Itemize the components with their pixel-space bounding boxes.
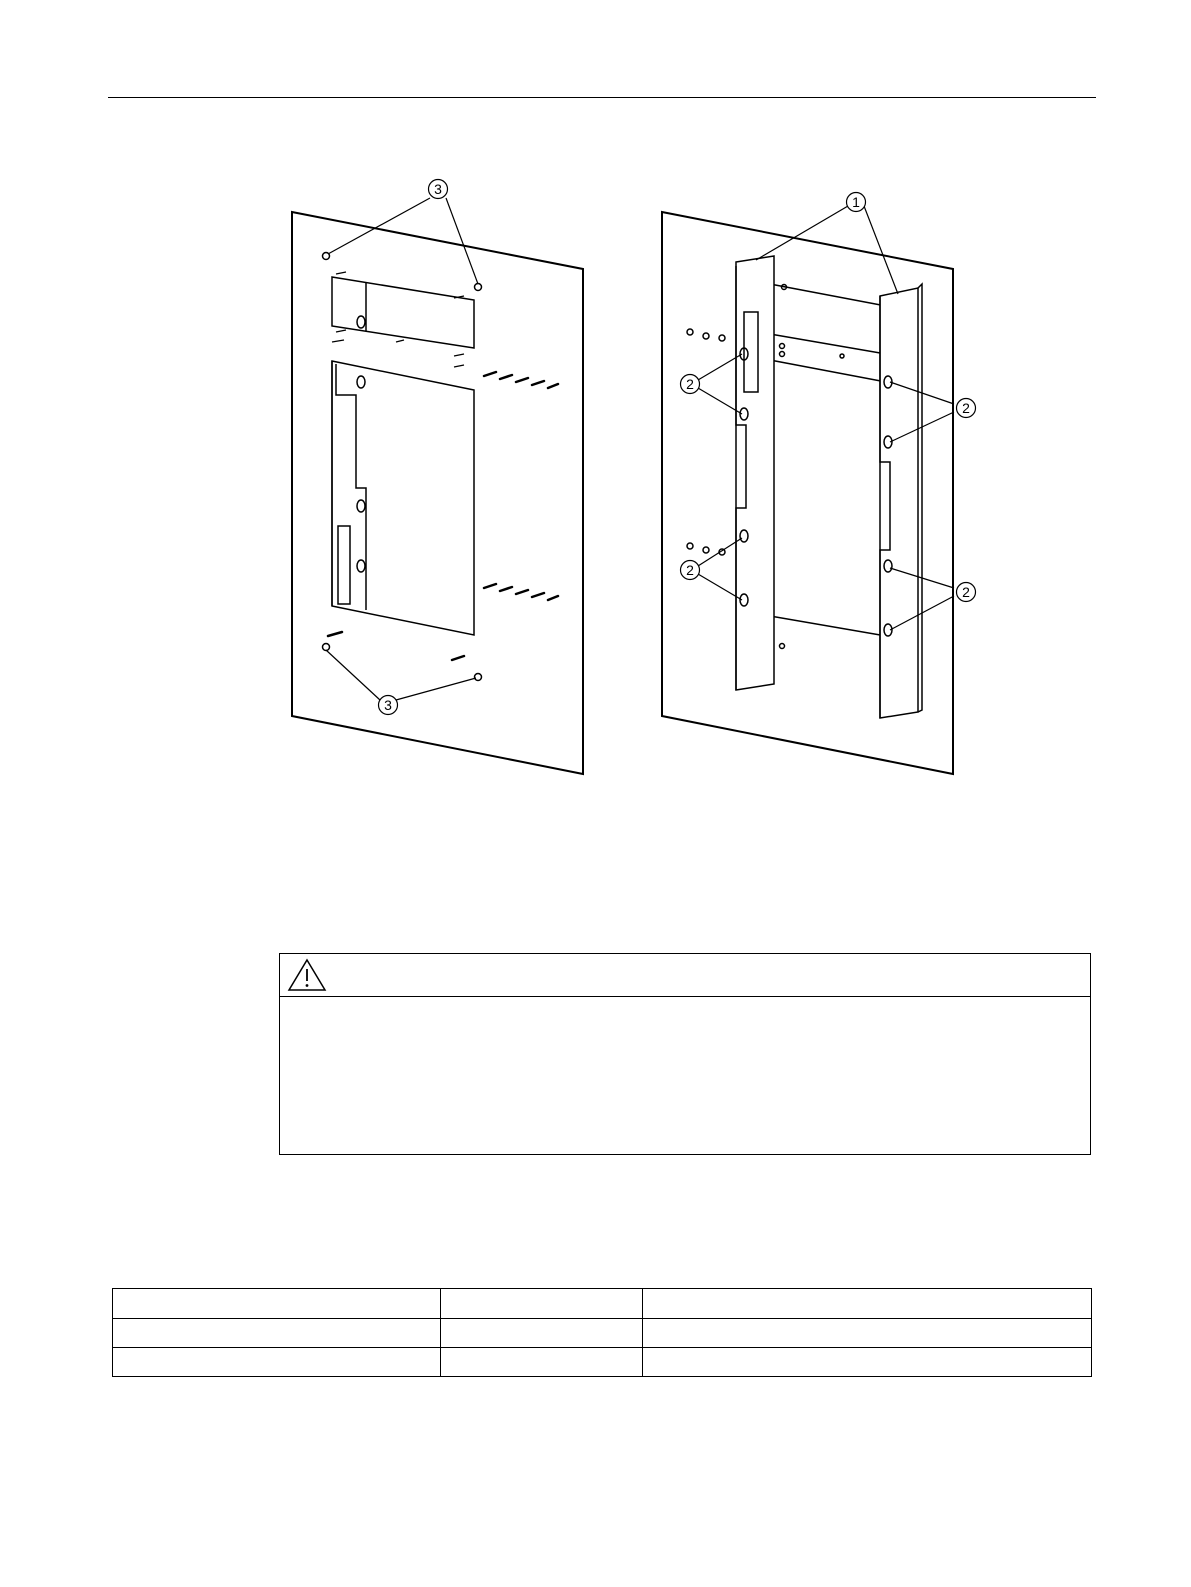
table-row [113, 1348, 1092, 1377]
warning-body [280, 997, 1090, 1021]
callout-1: 1 [852, 194, 860, 210]
header-rule [108, 97, 1096, 98]
warning-triangle-icon [286, 957, 328, 993]
callout-3-bottom: 3 [384, 697, 392, 713]
table-header-row [113, 1289, 1092, 1319]
right-panel [662, 193, 976, 775]
table-header-cell [113, 1289, 441, 1319]
table-cell [440, 1348, 643, 1377]
left-panel [292, 180, 583, 775]
callout-2-upper-left: 2 [686, 376, 694, 392]
data-table [112, 1288, 1092, 1377]
mounting-drawing [270, 170, 990, 790]
table-cell [113, 1319, 441, 1348]
table-cell [440, 1319, 643, 1348]
callout-2-upper-right: 2 [962, 400, 970, 416]
mounting-figure [270, 170, 990, 790]
table-cell [643, 1319, 1092, 1348]
callout-2-lower-right: 2 [962, 584, 970, 600]
table-row [113, 1319, 1092, 1348]
table-header-cell [643, 1289, 1092, 1319]
table-cell [643, 1348, 1092, 1377]
warning-box [279, 953, 1091, 1155]
table-cell [113, 1348, 441, 1377]
warning-header [280, 954, 1090, 997]
callout-3-top: 3 [434, 181, 442, 197]
callout-2-lower-left: 2 [686, 562, 694, 578]
table-header-cell [440, 1289, 643, 1319]
